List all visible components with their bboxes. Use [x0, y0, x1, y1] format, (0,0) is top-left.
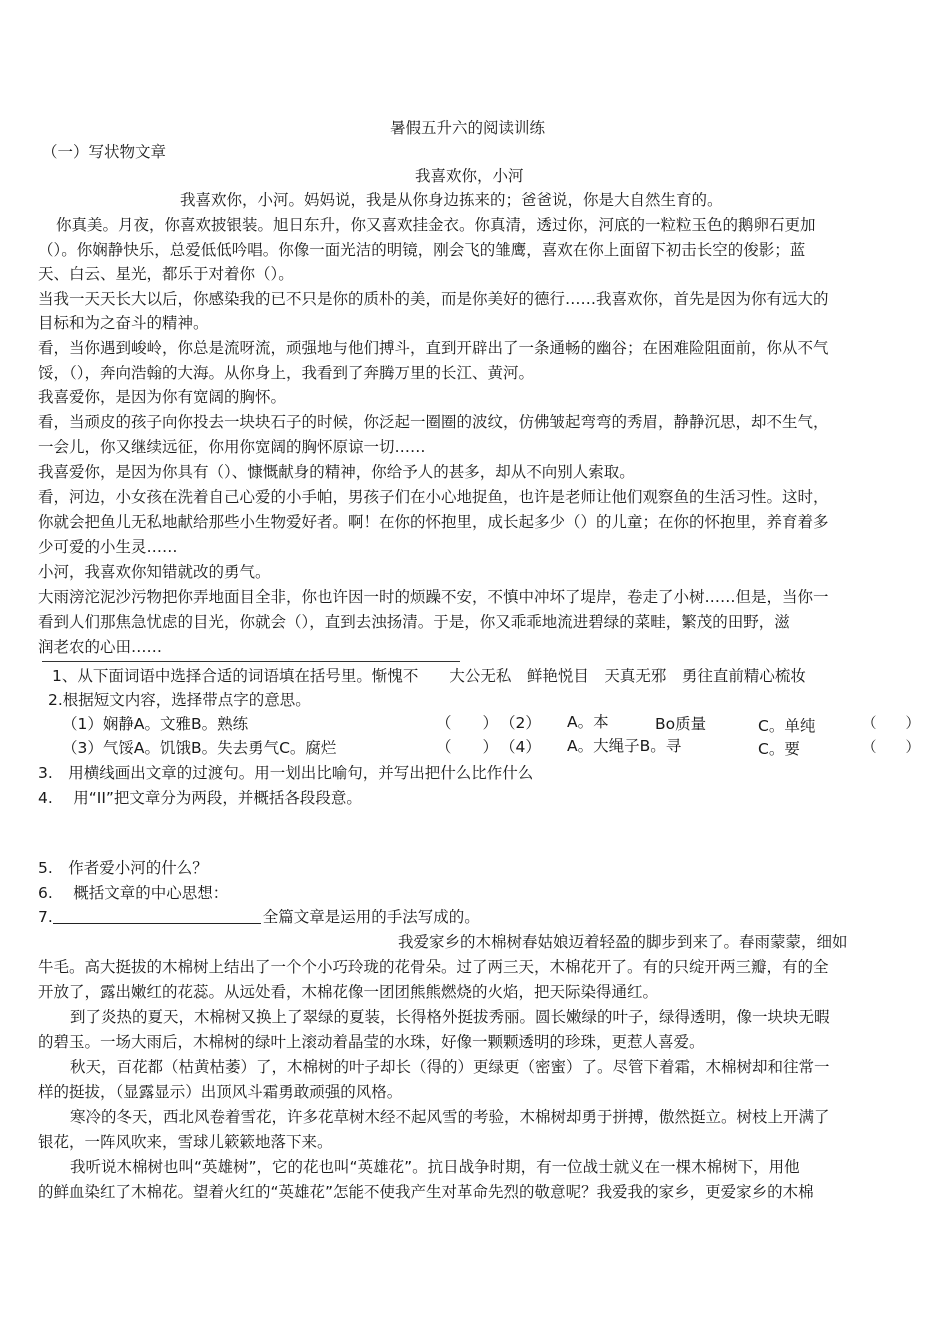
article1-line: 小河，我喜欢你知错就改的勇气。: [38, 563, 271, 581]
answer-parens: （ ）: [862, 716, 920, 732]
answer-parens: （ ）: [436, 714, 499, 732]
q2-row1-num: （2）: [500, 714, 541, 732]
article1-line: 看，河边，小女孩在洗着自己心爱的小手帕，男孩子们在小心地捉鱼，也许是老师让他们观察鱼的生活习性。这时，: [38, 488, 829, 506]
article1-line: 你就会把鱼儿无私地献给那些小生物爱好者。啊！在你的怀抱里，成长起多少（）的儿童；在你的怀抱里，养育着多: [38, 513, 829, 531]
question-7-number: 7.: [38, 908, 53, 926]
article1-line: 大雨滂沱泥沙污物把你弄地面目全非，你也许因一时的烦躁不安，不慎中冲坏了堤岸，卷走了小树……但是，当你一: [38, 588, 829, 606]
article2-line: 的碧玉。一场大雨后，木棉树的绿叶上滚动着晶莹的水珠，好像一颗颗透明的珍珠，更惹人喜爱。: [38, 1033, 705, 1051]
article2-line: 秋天，百花都（枯黄枯萎）了，木棉树的叶子却长（得的）更绿更（密蜜）了。尽管下着霜，木棉树却和往常一: [70, 1058, 830, 1076]
article1-line: （）。你娴静快乐，总爱低低吟唱。你像一面光洁的明镜，刚会飞的雏鹰，喜欢在你上面留下初击长空的俊影；蓝: [38, 241, 806, 259]
article1-line: 我喜爱你，是因为你有宽阔的胸怀。: [38, 388, 287, 406]
q2-row1-c: C。单纯: [758, 717, 816, 735]
divider-line: [42, 661, 460, 662]
article1-line: 我喜爱你，是因为你具有（）、慷慨献身的精神，你给予人的甚多，却从不向别人索取。: [38, 463, 635, 481]
article1-line: 当我一天天长大以后，你感染我的已不只是你的质朴的美，而是你美好的德行……我喜欢你，首先是因为你有远大的: [38, 290, 829, 308]
article2-line: 牛毛。高大挺拔的木棉树上结出了一个个小巧玲珑的花骨朵。过了两三天，木棉花开了。有的只绽开两三瓣，有的全: [38, 958, 829, 976]
article1-line: 少可爱的小生灵……: [38, 538, 178, 556]
answer-parens: （ ）: [862, 740, 920, 756]
article1-line: 润老农的心田……: [38, 638, 163, 656]
question-1: 1、从下面词语中选择合适的词语填在括号里。惭愧不 大公无私 鲜艳悦目 天真无邪 勇往直前精心梳妆: [52, 667, 806, 685]
q2-row2-num: （4）: [500, 738, 541, 756]
question-7-text: 全篇文章是运用的手法写成的。: [262, 908, 480, 926]
article2-line: 银花，一阵风吹来，雪球儿簌簌地落下来。: [38, 1133, 333, 1151]
article1-line: 天、白云、星光，都乐于对着你（）。: [38, 265, 294, 283]
question-5: 5. 作者爱小河的什么？: [38, 859, 208, 877]
article1-line: 看到人们那焦急忧虑的目光，你就会（），直到去浊扬清。于是，你又乖乖地流进碧绿的菜畦，繁茂的田野，滋: [38, 613, 790, 631]
answer-parens: （ ）: [436, 738, 499, 756]
article1-line: 馁，（），奔向浩翰的大海。从你身上，我看到了奔腾万里的长江、黄河。: [38, 364, 535, 382]
article2-line: 寒冷的冬天，西北风卷着雪花，许多花草树木经不起风雪的考验，木棉树却勇于拼搏，傲然挺立。树枝上开满了: [70, 1108, 830, 1126]
article1-line: 你真美。月夜，你喜欢披银装。旭日东升，你又喜欢挂金衣。你真清，透过你，河底的一粒粒玉色的鹅卵石更加: [56, 216, 816, 234]
section-heading: （一）写状物文章: [42, 143, 167, 161]
question-2-label: 2.根据短文内容，选择带点字的意思。: [48, 691, 311, 709]
q2-row2-left: （3）气馁A。饥饿B。失去勇气C。腐烂: [62, 739, 337, 757]
q2-row2-c: C。要: [758, 740, 800, 758]
article1-heading: 我喜欢你，小河: [415, 167, 524, 185]
answer-blank[interactable]: [53, 909, 261, 924]
q2-row1-left: （1）娴静A。文雅B。熟练: [62, 715, 249, 733]
page-title: 暑假五升六的阅读训练: [390, 119, 546, 137]
article2-line: 到了炎热的夏天，木棉树又换上了翠绿的夏装，长得格外挺拔秀丽。圆长嫩绿的叶子，绿得透明，像一块块无暇: [70, 1008, 830, 1026]
article2-line: 我爱家乡的木棉树春姑娘迈着轻盈的脚步到来了。春雨蒙蒙，细如: [398, 933, 848, 951]
question-7: [38, 907, 480, 927]
q2-row1-b: Bo质量: [655, 715, 707, 733]
question-6: 6. 概括文章的中心思想：: [38, 884, 229, 902]
article2-line: 我听说木棉树也叫“英雄树”，它的花也叫“英雄花”。抗日战争时期，有一位战士就义在一棵木棉树下，用他: [70, 1158, 800, 1176]
question-4: 4. 用“II”把文章分为两段，并概括各段段意。: [38, 789, 362, 807]
article1-line: 看，当顽皮的孩子向你投去一块块石子的时候，你泛起一圈圈的波纹，仿佛皱起弯弯的秀眉，静静沉思，却不生气，: [38, 413, 829, 431]
article1-line: 我喜欢你，小河。妈妈说，我是从你身边拣来的；爸爸说，你是大自然生育的。: [180, 191, 723, 209]
article1-line: 看，当你遇到峻岭，你总是流呀流，顽强地与他们搏斗，直到开辟出了一条通畅的幽谷；在困难险阻面前，你从不气: [38, 339, 829, 357]
article1-line: 一会儿，你又继续远征，你用你宽阔的胸怀原谅一切……: [38, 438, 426, 456]
q2-row1-a: A。本: [567, 713, 609, 731]
article2-line: 的鲜血染红了木棉花。望着火红的“英雄花”怎能不使我产生对革命先烈的敬意呢？我爱我的家乡，更爱家乡的木棉: [38, 1183, 814, 1201]
article2-line: 样的挺拔，（显露显示）出顶风斗霜勇敢顽强的风格。: [38, 1083, 403, 1101]
article2-line: 开放了，露出嫩红的花蕊。从远处看，木棉花像一团团熊熊燃烧的火焰，把天际染得通红。: [38, 983, 659, 1001]
question-3: 3. 用横线画出文章的过渡句。用一划出比喻句，并写出把什么比作什么: [38, 764, 534, 782]
article1-line: 目标和为之奋斗的精神。: [38, 314, 209, 332]
q2-row2-a: A。大绳子B。寻: [567, 737, 682, 755]
